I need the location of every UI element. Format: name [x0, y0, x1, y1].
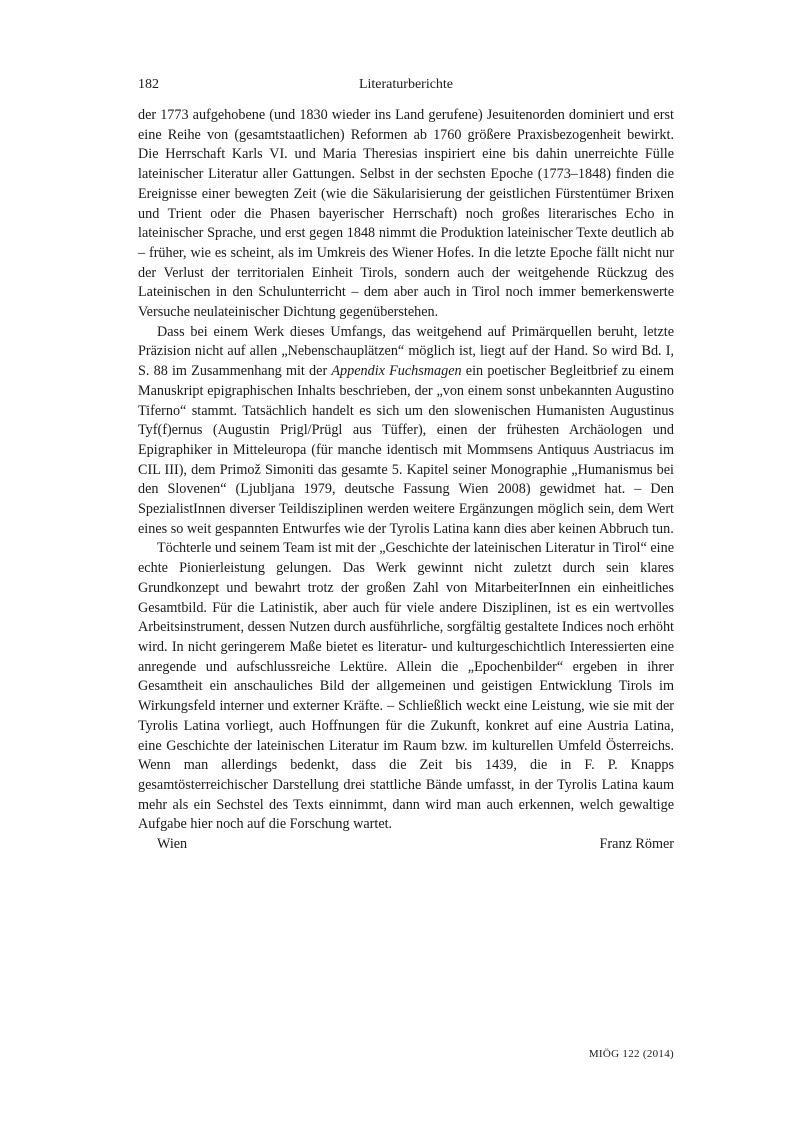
page-number: 182 — [138, 77, 159, 92]
paragraph — [138, 323, 674, 540]
running-title: Literaturberichte — [358, 77, 454, 92]
text-segment: der 1773 aufgehobene (und 1830 wieder ins Land gerufene) Jesuitenorden dominiert und erst eine Reihe von (gesamtstaatlichen) Reformen ab 1760 größere Praxisbezogenheit bewirkt. Die Herrschaft Karls VI. und Maria Theresias inspiriert eine bis dahin unerreichte Fülle lateinischer Literatur aller Gattungen. Selbst in der sechsten Epoche (1773–1848) finden die Ereignisse einer bewegten Zeit (wie die Säkularisierung der geistlichen Fürstentümer Brixen und Trient oder die Phasen bayerischer Herrschaft) noch großes literarisches Echo in lateinischer Sprache, und erst gegen 1848 nimmt die Produktion lateinischer Texte deutlich ab – früher, wie es scheint, als im Umkreis des Wiener Hofes. In die letzte Epoche fällt nicht nur der Verlust der territorialen Einheit Tirols, sondern auch der weitgehende Rückzug des Lateinischen in den Schulunterricht – dem aber auch in Tirol noch immer bemerkenswerte Versuche neulateinischer Dichtung gegenüberstehen. — [138, 107, 674, 321]
signature-place: Wien — [157, 836, 188, 853]
paragraph — [138, 106, 674, 323]
paragraph — [138, 539, 674, 835]
journal-footer: MIÖG 122 (2014) — [588, 1048, 674, 1060]
italic-title: Appendix Fuchsmagen — [331, 363, 462, 380]
text-segment: Dass bei einem Werk dieses Umfangs, das weitgehend auf Primärquellen beruht, letzte Präzision nicht auf allen „Nebenschauplätzen“ möglich ist, liegt auf der Hand. So wird Bd. I, S. 88 im Zusammenhang mit der — [138, 323, 674, 380]
signature-author: Franz Römer — [599, 836, 674, 853]
article-body — [138, 106, 674, 835]
signature — [138, 835, 674, 855]
page-content — [138, 76, 674, 855]
text-segment: ein poetischer Begleitbrief zu einem Manuskript epigraphischen Inhalts beschrieben, der „von einem sonst unbekannten Augustino Tiferno“ stammt. Tatsächlich handelt es sich um den slowenischen Humanisten Augustinus Tyf(f)ernus (Augustin Prigl/Prügl aus Tüffer), einen der frühesten Archäologen und Epigraphiker in Mitteleuropa (für manche identisch mit Mommsens Antiquus Austriacus im CIL III), dem Primož Simoniti das gesamte 5. Kapitel seiner Monographie „Humanismus bei den Slovenen“ (Ljubljana 1979, deutsche Fassung Wien 2008) gewidmet hat. – Den SpezialistInnen diverser Teildisziplinen werden weitere Ergänzungen möglich sein, dem Wert eines so weit gespannten Entwurfes wie der Tyrolis Latina kann dies aber keinen Abbruch tun. — [138, 363, 674, 537]
running-head — [138, 76, 674, 98]
text-segment: Töchterle und seinem Team ist mit der „Geschichte der lateinischen Literatur in Tirol“ eine echte Pionierleistung gelungen. Das Werk gewinnt nicht zuletzt durch sein klares Grundkonzept und bewahrt trotz der großen Zahl von MitarbeiterInnen ein einheitliches Gesamtbild. Für die Latinistik, aber auch für viele andere Disziplinen, ist es ein wertvolles Arbeitsinstrument, dessen Nutzen durch ausführliche, sorgfältig gestaltete Indices noch erhöht wird. In nicht geringerem Maße bietet es literatur- und kulturgeschichtlich Interessierten eine anregende und aufschlussreiche Lektüre. Allein die „Epochenbilder“ ergeben in ihrer Gesamtheit ein anschauliches Bild der allgemeinen und geistigen Entwicklung Tirols im Wirkungsfeld interner und externer Kräfte. – Schließlich weckt eine Leistung, wie sie mit der Tyrolis Latina vorliegt, auch Hoffnungen für die Zukunft, konkret auf eine Austria Latina, eine Geschichte der lateinischen Literatur im Raum bzw. im kulturellen Umfeld Österreichs. Wenn man allerdings bedenkt, dass die Zeit bis 1439, die in F. P. Knapps gesamtösterreichischer Darstellung drei stattliche Bände umfasst, in der Tyrolis Latina kaum mehr als ein Sechstel des Texts einnimmt, dann wird man auch erkennen, welch gewaltige Aufgabe hier noch auf die Forschung wartet. — [138, 540, 674, 833]
